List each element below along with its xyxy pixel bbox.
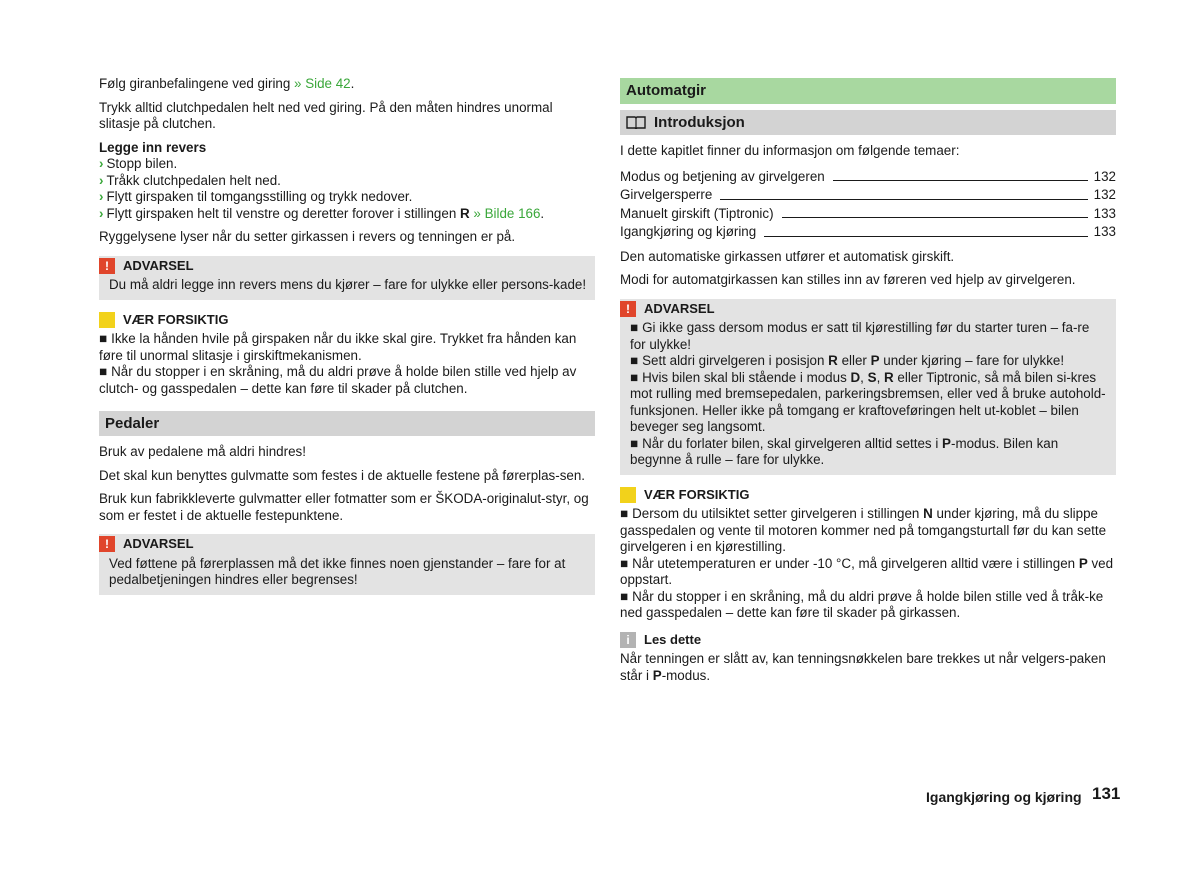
caution-title: VÆR FORSIKTIG [123,311,229,327]
toc-row[interactable]: Modus og betjening av girvelgeren 132 [620,168,1116,184]
left-column [99,76,595,607]
automatgir-heading: Automatgir [620,78,1116,104]
caution-item: ■ Når utetemperaturen er under -10 °C, må girvelgeren alltid være i stillingen P ved oppstart. [620,555,1114,587]
warning-box [99,534,595,595]
side-42-link[interactable]: » Side 42 [294,76,351,91]
toc-row[interactable]: Girvelgersperre 132 [620,187,1116,202]
step-item: › Flytt girspaken til tomgangsstilling og trykk nedover. [99,189,413,204]
caution-section [620,487,1116,622]
step-item: › Tråkk clutchpedalen helt ned. [99,172,281,188]
warning-item: ■ Hvis bilen skal bli stående i modus D, S, R eller Tiptronic, så må bilen si-kres mot rulling med bremsepedalen, parkeringsbremsen, eller ved å bruke autohold-funksjonen. Heller ikke på tomgang er kraftoveføringen helt ut-koblet – bilen beveger seg langsomt. [630,369,1106,434]
caution-item: ■ Ikke la hånden hvile på girspaken når du ikke skal gire. Trykket fra hånden kan føre til unormal slitasje i girskiftmekanismen. [99,331,577,363]
warning-title: ADVARSEL [123,257,194,273]
book-icon [626,115,646,129]
warning-icon: ! [620,301,636,317]
caution-item: ■ Når du stopper i en skråning, må du aldri prøve å holde bilen stille ved å tråk-ke ned gasspedalen – dette kan føre til skader på girkassen. [620,588,1104,620]
right-column [620,76,1116,684]
caution-section [99,312,595,398]
paragraph-gear-recommendation: Følg giranbefalingene ved giring » Side 42. [99,76,355,91]
toc-row[interactable]: Igangkjøring og kjøring 133 [620,224,1116,239]
pedaler-heading: Pedaler [99,411,595,436]
intro-text: I dette kapitlet finner du informasjon om følgende temaer: [620,143,960,158]
warning-text: Ved føttene på førerplassen må det ikke finnes noen gjenstander – fare for at pedalbetjeningen hindres eller begrenses! [109,555,566,587]
warning-box [620,299,1116,475]
note-text: Når tenningen er slått av, kan tenningsnøkkelen bare trekkes ut når velgers-paken står i P-modus. [620,651,1106,683]
caution-item: ■ Når du stopper i en skråning, må du aldri prøve å holde bilen stille ved hjelp av clutch- og gasspedalen – dette kan føre til skader på clutchen. [99,364,577,396]
warning-box [99,256,595,300]
note-section [620,632,1116,685]
paragraph-modes: Modi for automatgirkassen kan stilles inn av føreren ved hjelp av girvelgeren. [620,272,1076,287]
arrow-icon: › [99,156,104,171]
note-title: Les dette [644,631,702,647]
warning-title: ADVARSEL [123,536,194,551]
paragraph-pedals-2: Det skal kun benyttes gulvmatte som festes i de aktuelle festene på førerplas-sen. [99,467,586,483]
reverse-steps [99,140,595,223]
warning-item: ■ Gi ikke gass dersom modus er satt til kjørestilling før du starter turen – fa-re for ulykke! [630,320,1090,352]
arrow-icon: › [99,205,104,221]
caution-item: ■ Dersom du utilsiktet setter girvelgeren i stillingen N under kjøring, må du slippe gasspedalen og vente til motoren kommer ned på tomgangsturtall før du kan sette girvelgeren i en kjørestilling. [620,506,1107,554]
warning-title: ADVARSEL [644,300,715,316]
caution-icon [99,312,115,328]
warning-icon: ! [99,258,115,274]
caution-title: VÆR FORSIKTIG [644,486,750,502]
paragraph-pedals-1: Bruk av pedalene må aldri hindres! [99,444,306,459]
introduksjon-heading: Introduksjon [620,110,1116,135]
table-of-contents [620,167,1116,241]
warning-icon: ! [99,536,115,552]
arrow-icon: › [99,172,104,188]
caution-icon [620,487,636,503]
page-number: 131 [1092,784,1121,803]
toc-row[interactable]: Manuelt girskift (Tiptronic) 133 [620,205,1116,221]
paragraph-pedals-3: Bruk kun fabrikkleverte gulvmatter eller fotmatter som er ŠKODA-originalut-styr, og som er festet i de aktuelle festepunktene. [99,491,589,523]
warning-item: ■ Sett aldri girvelgeren i posisjon R eller P under kjøring – fare for ulykke! [630,353,1065,368]
step-item: › Flytt girspaken helt til venstre og deretter forover i stillingen R » Bilde 166. [99,205,545,221]
warning-text: Du må aldri legge inn revers mens du kjører – fare for ulykke eller persons-kade! [109,277,587,292]
arrow-icon: › [99,189,104,204]
info-icon: i [620,632,636,648]
footer-section-label: Igangkjøring og kjøring [926,789,1082,805]
warning-item: ■ Når du forlater bilen, skal girvelgeren alltid settes i P-modus. Bilen kan begynne å rulle – fare for ulykke. [630,435,1059,467]
paragraph-auto-shift: Den automatiske girkassen utfører et automatisk girskift. [620,248,955,264]
paragraph-reverse-lights: Ryggelysene lyser når du setter girkassen i revers og tenningen er på. [99,229,516,244]
bilde-166-link[interactable]: » Bilde 166 [473,205,541,221]
step-item: › Stopp bilen. [99,156,178,171]
reverse-heading: Legge inn revers [99,139,207,155]
paragraph-clutch: Trykk alltid clutchpedalen helt ned ved giring. På den måten hindres unormal slitasje på clutchen. [99,99,553,131]
